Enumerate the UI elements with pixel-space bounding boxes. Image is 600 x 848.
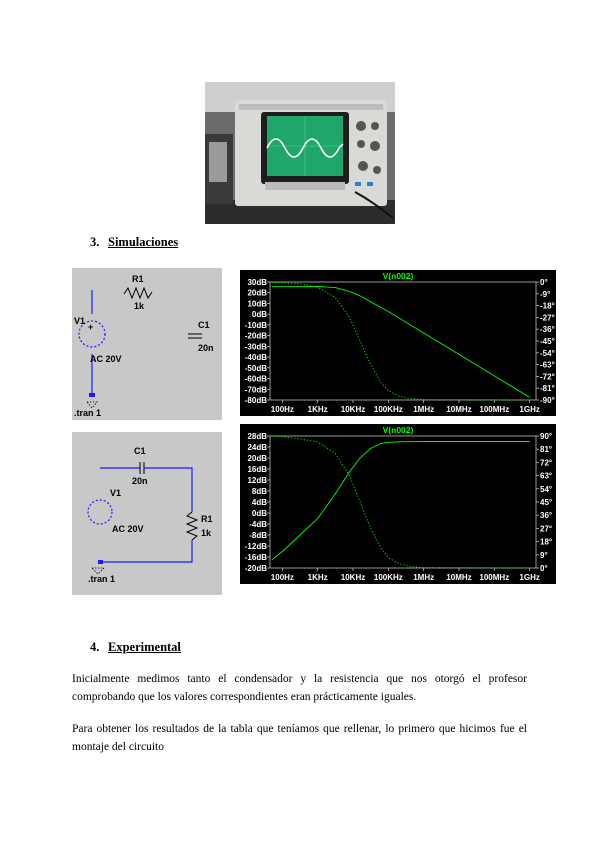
resistor-symbol xyxy=(124,288,152,298)
y-tick-label: -4dB xyxy=(249,520,267,529)
v-value: AC 20V xyxy=(112,524,144,534)
c-value: 20n xyxy=(132,476,148,486)
highpass-schematic xyxy=(72,432,222,595)
section-heading-experimental xyxy=(90,640,181,655)
y2-tick-label: -27° xyxy=(540,313,555,323)
r-value: 1k xyxy=(201,528,212,538)
x-tick-label: 1KHz xyxy=(307,405,328,414)
y2-tick-label: 27° xyxy=(540,524,553,534)
y-tick-label: 0dB xyxy=(251,310,267,320)
plot-title: V(n002) xyxy=(382,425,414,435)
c-name: C1 xyxy=(198,320,210,330)
x-tick-label: 1MHz xyxy=(413,405,435,414)
x-tick-label: 100Hz xyxy=(270,405,294,414)
v-name: V1 xyxy=(110,488,122,498)
y-tick-label: -30dB xyxy=(244,342,267,352)
y2-tick-label: -18° xyxy=(540,301,555,311)
c-value: 20n xyxy=(198,343,214,353)
y2-tick-label: 0° xyxy=(540,564,548,573)
y-tick-label: 12dB xyxy=(247,476,267,485)
x-tick-label: 10KHz xyxy=(340,405,366,414)
section-heading-simulaciones xyxy=(90,235,178,250)
v-value: AC 20V xyxy=(90,354,122,364)
y2-tick-label: 9° xyxy=(540,550,548,560)
y2-tick-label: -9° xyxy=(540,289,551,299)
x-tick-label: 1GHz xyxy=(519,573,540,582)
y-tick-label: -8dB xyxy=(249,531,267,540)
series-magnitude-dB xyxy=(272,442,530,560)
y-tick-label: -10dB xyxy=(244,320,267,330)
series-magnitude-dB xyxy=(272,286,530,397)
y-tick-label: 28dB xyxy=(247,432,267,441)
plus-sign: + xyxy=(88,322,94,332)
voltage-source-symbol xyxy=(88,500,112,524)
y2-tick-label: 81° xyxy=(540,445,553,455)
y2-tick-label: -36° xyxy=(540,325,555,335)
oscilloscope-illustration xyxy=(205,82,395,224)
y2-tick-label: 18° xyxy=(540,537,553,547)
plot-frame xyxy=(270,282,536,400)
y2-tick-label: -45° xyxy=(540,337,555,346)
bode-plot-highpass xyxy=(240,424,556,584)
y2-tick-label: 90° xyxy=(540,432,553,441)
series-phase-deg xyxy=(272,282,530,400)
x-tick-label: 1GHz xyxy=(519,405,540,414)
bode-plot-lowpass-svg xyxy=(240,270,556,416)
tran-directive: .tran 1 xyxy=(74,408,102,418)
c-name: C1 xyxy=(134,446,146,456)
y-tick-label: 16dB xyxy=(247,465,267,474)
y-tick-label: 20dB xyxy=(247,454,267,463)
x-tick-label: 100MHz xyxy=(479,405,510,414)
y-tick-label: -20dB xyxy=(244,564,267,573)
y-tick-label: -20dB xyxy=(244,331,267,341)
y-tick-label: -50dB xyxy=(244,363,267,373)
section-title: Experimental xyxy=(108,640,181,654)
y2-tick-label: -72° xyxy=(540,372,555,382)
x-tick-label: 100MHz xyxy=(479,573,510,582)
y2-tick-label: -54° xyxy=(540,348,555,358)
y-tick-label: 24dB xyxy=(247,443,267,452)
paragraph-medicion: Inicialmente medimos tanto el condensador y la resistencia que nos otorgó el profesor comprobando que los valores correspondientes eran prácticamente iguales. xyxy=(72,673,527,703)
y-tick-label: -60dB xyxy=(244,374,267,384)
y-tick-label: -16dB xyxy=(244,553,267,562)
y-tick-label: -70dB xyxy=(244,385,267,395)
series-phase-deg xyxy=(272,436,530,568)
r-value: 1k xyxy=(134,301,145,311)
y-tick-label: 4dB xyxy=(251,498,267,507)
x-tick-label: 100KHz xyxy=(373,573,403,582)
y2-tick-label: 63° xyxy=(540,471,553,481)
x-tick-label: 10KHz xyxy=(340,573,366,582)
section-number: 3. xyxy=(90,235,100,249)
tran-directive: .tran 1 xyxy=(88,574,116,584)
x-tick-label: 1MHz xyxy=(413,573,435,582)
bode-plot-highpass-svg xyxy=(240,424,556,584)
v-name: V1 xyxy=(74,316,86,326)
plot-title: V(n002) xyxy=(382,271,414,281)
x-tick-label: 100Hz xyxy=(270,573,294,582)
plot-frame xyxy=(270,436,536,568)
y2-tick-label: 0° xyxy=(540,278,548,287)
r-name: R1 xyxy=(132,274,144,284)
x-tick-label: 100KHz xyxy=(373,405,403,414)
y-tick-label: 30dB xyxy=(247,278,267,287)
highpass-schematic-drawing xyxy=(72,432,222,595)
y-tick-label: 8dB xyxy=(251,487,267,496)
x-tick-label: 1KHz xyxy=(307,573,328,582)
y2-tick-label: 36° xyxy=(540,511,553,521)
y-tick-label: 20dB xyxy=(247,288,267,298)
x-tick-label: 10MHz xyxy=(446,405,472,414)
section-number: 4. xyxy=(90,640,100,654)
x-tick-label: 10MHz xyxy=(446,573,472,582)
oscilloscope-photo xyxy=(205,82,395,224)
section-title: Simulaciones xyxy=(108,235,179,249)
y2-tick-label: -81° xyxy=(540,384,555,394)
y2-tick-label: 54° xyxy=(540,484,553,494)
y2-tick-label: -90° xyxy=(540,396,555,405)
y-tick-label: 10dB xyxy=(247,299,267,309)
y-tick-label: -80dB xyxy=(244,396,267,405)
bode-plot-lowpass xyxy=(240,270,556,416)
y2-tick-label: 72° xyxy=(540,458,553,468)
resistor-symbol xyxy=(187,512,197,540)
lowpass-schematic-drawing xyxy=(72,268,222,420)
lowpass-schematic xyxy=(72,268,222,420)
paragraph-montaje: Para obtener los resultados de la tabla que teníamos que rellenar, lo primero que hicimos fue el montaje del circuito xyxy=(72,723,527,753)
y2-tick-label: -63° xyxy=(540,360,555,370)
r-name: R1 xyxy=(201,514,213,524)
y2-tick-label: 45° xyxy=(540,498,553,507)
y-tick-label: 0dB xyxy=(251,509,267,518)
y-tick-label: -12dB xyxy=(244,542,267,551)
y-tick-label: -40dB xyxy=(244,353,267,363)
